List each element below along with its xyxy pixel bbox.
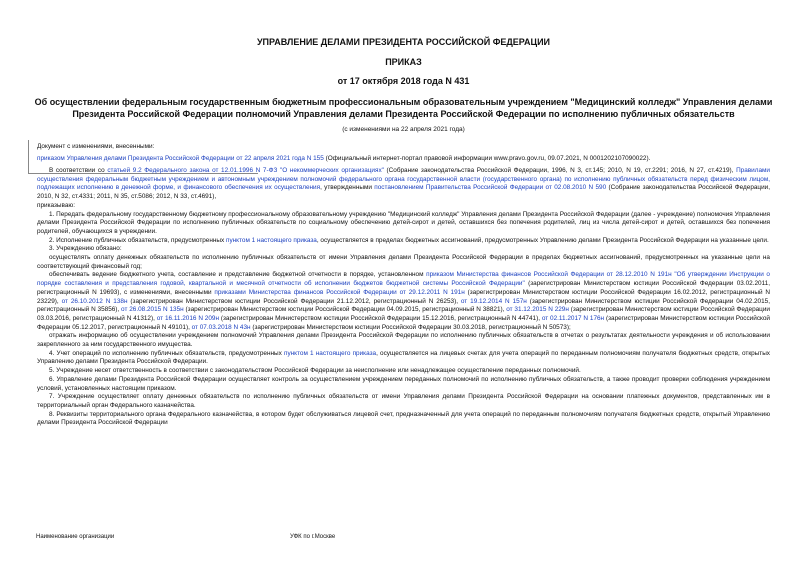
government-decree-link[interactable]: постановлением Правительства Российской Федерации от 02.08.2010 N 590 — [374, 184, 607, 192]
clause-1-link[interactable]: пунктом 1 настоящего приказа — [225, 236, 317, 244]
paragraph-1: 1. Передать федеральному государственному бюджетному профессиональному образовательному учреждению "Медицинский колледж" Управления делами Президента Российской Федерации (далее - учреждение) полномочия Управления делами Президента Российской Федерации по исполнению публичных обязательств по социальному обеспечению детей-сирот и детей, оставшихся без попечения родителей, лиц из числа детей-сирот и детей, оставшихся без попечения родителей, обучающихся в учреждении. — [37, 210, 770, 235]
changes-heading: Документ с изменениями, внесенными: — [37, 143, 155, 150]
order-43n-link[interactable]: от 07.03.2018 N 43н — [191, 323, 251, 331]
paragraph-3-2-text-b: (зарегистрирован Министерством юстиции Российской Федерации 03.02.2011, регистрационный N 19693), с изменениями, внесенными — [37, 280, 770, 296]
paragraph-3-2-text-g: (зарегистрирован Министерством юстиции Российской Федерации 03.03.2016, регистрационный N 41312), — [37, 306, 770, 322]
paragraph-3-2-text-i: (зарегистрирован Министерством юстиции Российской Федерации 05.12.2017, регистрационный N 49101), — [37, 314, 771, 331]
order-138n-link[interactable]: от 26.10.2012 N 138н — [61, 297, 128, 305]
paragraph-3-2-text-e: (зарегистрирован Министерством юстиции Российской Федерации 04.02.2015, регистрационный N 35856), — [37, 297, 770, 314]
paragraph-3-2-text-f: (зарегистрирован Министерством юстиции Российской Федерации 04.09.2015, регистрационный N 38821), — [183, 306, 507, 314]
paragraph-5: 5. Учреждение несет ответственность в соответствии с законодательством Российской Федерации за неисполнение или ненадлежащее осуществление переданных полномочий. — [49, 367, 581, 375]
paragraph-4-text-a: 4. Учет операций по исполнению публичных обязательств, предусмотренных — [49, 349, 284, 357]
minfin-orders-link[interactable]: приказами Министерства финансов Российской Федерации от 29.12.2011 N 191н — [214, 288, 465, 296]
order-229n-link[interactable]: от 31.12.2015 N 229н — [506, 306, 569, 314]
paragraph-3-2-text-j: (зарегистрирован Министерством юстиции Российской Федерации 30.03.2018, регистрационный N 50573); — [250, 323, 571, 331]
paragraph-3-2-text-c: (зарегистрирован Министерством юстиции Российской Федерации 16.02.2012, регистрационный N 23229), — [37, 288, 770, 305]
order-157n-link[interactable]: от 19.12.2014 N 157н — [460, 297, 527, 305]
changes-line — [37, 155, 650, 163]
paragraph-8: 8. Реквизиты территориального органа Федерального казначейства, в котором будет обслуживаться лицевой счет, предназначенный для учета операций по переданным полномочиям получателя бюджетных средств, открытый Управлению делами Президента Российской Федерации — [37, 410, 770, 427]
order-135n-link[interactable]: от 26.08.2015 N 135н — [121, 306, 184, 314]
paragraph-3-2-text-a: обеспечивать ведение бюджетного учета, составление и представление бюджетной отчетности в порядке, установленном — [49, 271, 427, 279]
preamble-paragraph — [37, 167, 770, 202]
document-body — [37, 166, 770, 428]
paragraph-7: 7. Учреждение осуществляет оплату денежных обязательств по исполнению публичных обязательств от имени Управления делами Президента Российской Федерации на основании платежных документов, представленных им в территориальный орган Федерального казначейства. — [37, 393, 770, 409]
paragraph-3-1: осуществлять оплату денежных обязательств по исполнению публичных обязательств от имени Управления делами Президента Российской Федерации в пределах бюджетных ассигнований, предусмотренных на указанные цели на соответствующий финансовый год; — [37, 254, 770, 270]
document-title: Об осуществлении федеральным государственным бюджетным профессиональным образовательным учреждением "Медицинский колледж" Управления делами Президента Российской Федерации полномочий Управления делами Президента Российской Федерации по исполнению публичных обязательств — [34, 97, 773, 119]
footer-treasury-label: УФК по г.Москве — [290, 534, 336, 540]
paragraph-4-text-b: , осуществляется на лицевых счетах для учета операций по переданным полномочиям получателя бюджетных средств, открытых Управлению делами Президента Российской Федерации. — [37, 349, 770, 366]
preamble-text-4: (Собрание законодательства Российской Федерации, 2010, N 32, ст.4331; 2011, N 35, ст.5086; 2012, N 33, ст.4691), — [37, 184, 770, 201]
paragraph-3-3: отражать информацию об осуществлении учреждением полномочий Управления делами Президента Российской Федерации по исполнению публичных обязательств в отчетах о результатах деятельности учреждения и об использовании закрепленного за ним государственного имущества. — [37, 332, 770, 349]
rules-link[interactable]: Правилами осуществления федеральным бюджетным учреждением и автономным учреждением полномочий федерального органа государственной власти (государственного органа) по исполнению публичных обязательств перед физическим лицом, подлежащих исполнению в денежной форме, и финансового обеспечения их осуществления — [37, 167, 770, 192]
organization-heading: УПРАВЛЕНИЕ ДЕЛАМИ ПРЕЗИДЕНТА РОССИЙСКОЙ ФЕДЕРАЦИИ — [256, 37, 551, 47]
date-number-heading: от 17 октября 2018 года N 431 — [337, 76, 470, 86]
paragraph-3: 3. Учреждению обязано: — [49, 245, 122, 253]
order-209n-link[interactable]: от 16.11.2016 N 209н — [156, 314, 219, 322]
paragraph-2-text-a: 2. Исполнение публичных обязательств, предусмотренных — [49, 236, 226, 244]
paragraph-3-2-text-h: (зарегистрирован Министерством юстиции Российской Федерации 15.12.2016, регистрационный N 44741), — [219, 314, 542, 322]
clause-1-link-2[interactable]: пунктом 1 настоящего приказа — [283, 349, 377, 357]
preamble-text-3: , утвержденными — [320, 184, 375, 192]
preamble-text-1: В соответствии со — [49, 167, 108, 174]
paragraph-3-2-text-d: (зарегистрирован Министерством юстиции Российской Федерации 21.12.2012, регистрационный N 26253), — [127, 297, 461, 305]
amending-order-link[interactable]: приказом Управления делами Президента Российской Федерации от 22 апреля 2021 года N 155 — [37, 155, 324, 162]
paragraph-2 — [37, 237, 770, 246]
changes-source: (Официальный интернет-портал правовой информации www.pravo.gov.ru, 09.07.2021, N 0001202107090022). — [323, 155, 651, 162]
order-176n-link[interactable]: от 02.11.2017 N 176н — [541, 314, 605, 322]
paragraph-3-2 — [37, 271, 770, 332]
amended-note: (с изменениями на 22 апреля 2021 года) — [342, 126, 465, 133]
footer-organization-label: Наименование организации — [36, 534, 115, 540]
paragraph-4 — [37, 350, 770, 367]
minfin-191n-link[interactable]: приказом Министерства финансов Российской Федерации от 28.12.2010 N 191н "Об утверждении Инструкции о порядке составления и представления годовой, квартальной и месячной отчетности об исполнении бюджетов бюджетной системы Российской Федерации" — [37, 271, 770, 288]
order-word: приказываю: — [37, 201, 75, 209]
document-type-heading: ПРИКАЗ — [385, 57, 422, 67]
preamble-text-2: (Собрание законодательства Российской Федерации, 1996, N 3, ст.145; 2010, N 19, ст.2291; 2016, N 27, ст.4219), — [383, 167, 737, 174]
paragraph-2-text-b: , осуществляется в пределах бюджетных ассигнований, предусмотренных Управлению делами Президента Российской Федерации на указанные цели. — [316, 236, 769, 244]
paragraph-6: 6. Управление делами Президента Российской Федерации осуществляет контроль за осуществлением учреждением переданных полномочий по исполнению публичных обязательств, а также проводит проверки соблюдения учреждением условий, установленных настоящим приказом. — [37, 375, 770, 392]
law-link[interactable]: статьей 9.2 Федерального закона от 12.01.1996 N 7-ФЗ "О некоммерческих организациях" — [107, 167, 384, 174]
